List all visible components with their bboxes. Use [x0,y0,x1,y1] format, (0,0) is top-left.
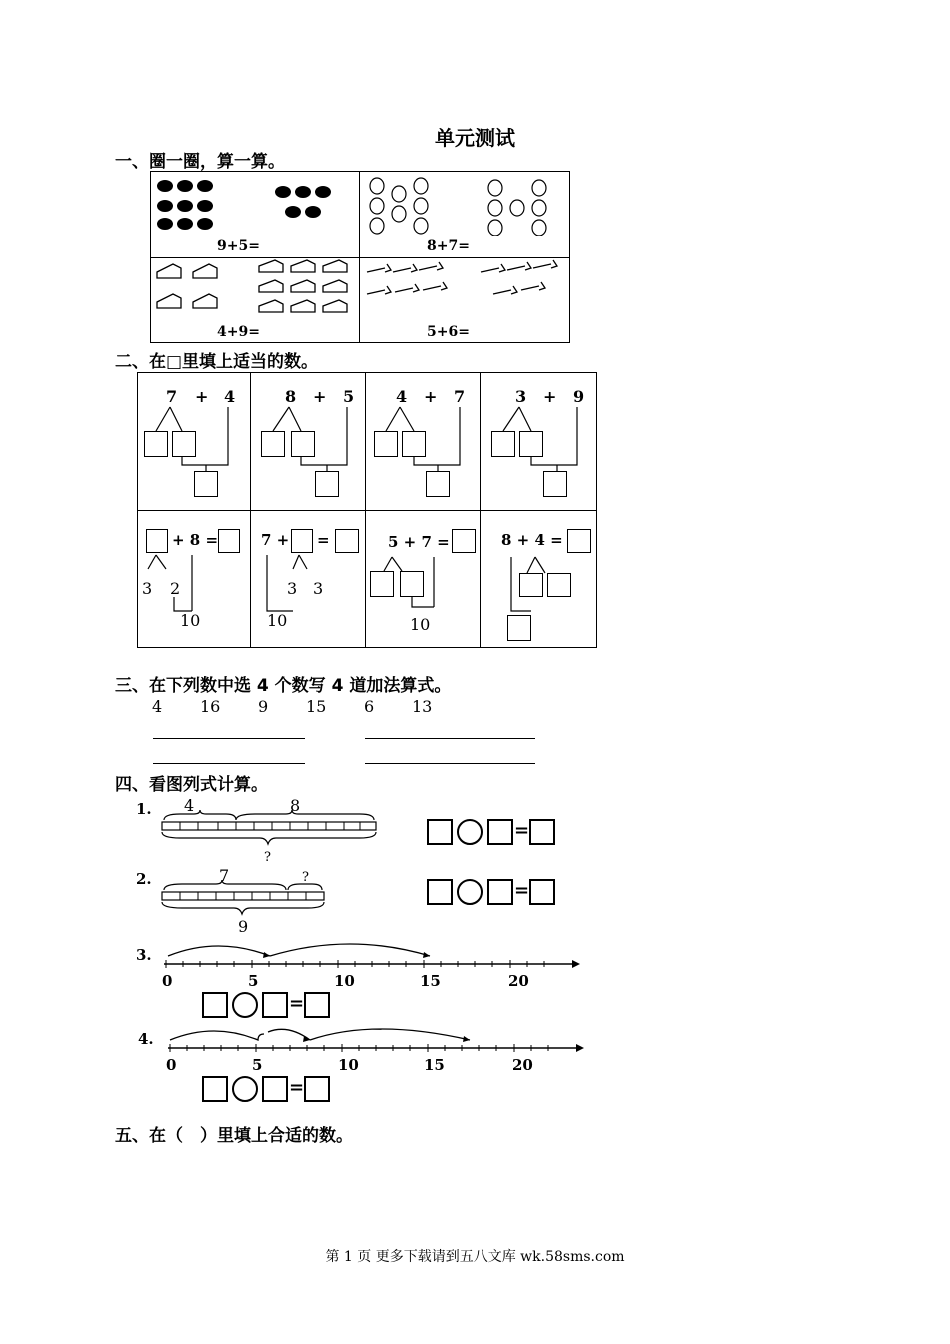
decompose-cell: 3 + 9 [481,373,596,510]
pineapple-icon [151,172,359,236]
pic-caption: 5+6= [427,324,470,340]
answer-box[interactable] [529,819,555,845]
number-item: 13 [412,697,433,716]
number-item: 6 [364,697,375,716]
section-1-heading: 一、圈一圈，算一算。 [115,152,285,172]
answer-box[interactable] [304,992,330,1018]
pic-cell-pineapples [151,172,359,256]
answer-box[interactable] [315,471,339,497]
decompose-grid [137,372,597,648]
answer-box[interactable] [304,1076,330,1102]
operator-circle[interactable] [232,992,258,1018]
compose-cell: + 8 = 3 2 10 [138,511,250,647]
answer-box[interactable] [172,431,196,457]
answer-box[interactable] [529,879,555,905]
operator-circle[interactable] [232,1076,258,1102]
number-item: 4 [152,697,163,716]
answer-box[interactable] [543,471,567,497]
number-item: 15 [306,697,327,716]
cake-icon [151,258,359,322]
answer-line[interactable] [365,738,535,739]
operator-circle[interactable] [457,819,483,845]
decompose-cell: 8 + 5 [251,373,365,510]
answer-box[interactable] [487,879,513,905]
answer-box[interactable] [370,571,394,597]
section-5-heading: 五、在（ ）里填上合适的数。 [115,1126,353,1146]
page-title: 单元测试 [435,126,515,150]
pic-cell-cakes [151,258,359,342]
compose-cell: 5 + 7 = 10 [366,511,480,647]
pic-cell-eggs [361,172,569,256]
answer-box[interactable] [262,992,288,1018]
answer-box[interactable] [261,431,285,457]
answer-box[interactable] [491,431,515,457]
answer-box[interactable] [144,431,168,457]
decompose-cell: 4 + 7 [366,373,480,510]
answer-line[interactable] [153,738,305,739]
picture-grid [150,171,570,343]
answer-box[interactable] [262,1076,288,1102]
section-3-heading: 三、在下列数中选 4 个数写 4 道加法算式。 [115,676,452,696]
page-footer: 第 1 页 更多下载请到五八文库 wk.58sms.com [325,1249,625,1265]
number-line [160,936,585,972]
answer-box[interactable] [402,431,426,457]
number-line [164,1020,589,1056]
answer-box[interactable] [202,992,228,1018]
section-4-heading: 四、看图列式计算。 [115,775,268,795]
compose-cell: 8 + 4 = [481,511,596,647]
pic-caption: 4+9= [217,324,260,340]
wrench-icon [361,258,569,322]
answer-box[interactable] [427,879,453,905]
pic-caption: 9+5= [217,238,260,254]
answer-box[interactable] [291,431,315,457]
compose-cell: 7 + = 3 3 10 [251,511,365,647]
section-2-heading: 二、在□里填上适当的数。 [115,352,319,372]
answer-box[interactable] [519,573,543,597]
decompose-cell: 7 + 4 [138,373,250,510]
answer-box[interactable] [487,819,513,845]
answer-line[interactable] [365,763,535,764]
operator-circle[interactable] [457,879,483,905]
pic-cell-wrenches [361,258,569,342]
answer-box[interactable] [194,471,218,497]
answer-box[interactable] [202,1076,228,1102]
answer-line[interactable] [153,763,305,764]
pic-caption: 8+7= [427,238,470,254]
number-item: 16 [200,697,221,716]
answer-box[interactable] [519,431,543,457]
answer-box[interactable] [374,431,398,457]
answer-box[interactable] [507,615,531,641]
answer-box[interactable] [427,819,453,845]
answer-box[interactable] [400,571,424,597]
answer-box[interactable] [426,471,450,497]
answer-box[interactable] [547,573,571,597]
egg-icon [361,172,569,236]
number-item: 9 [258,697,269,716]
